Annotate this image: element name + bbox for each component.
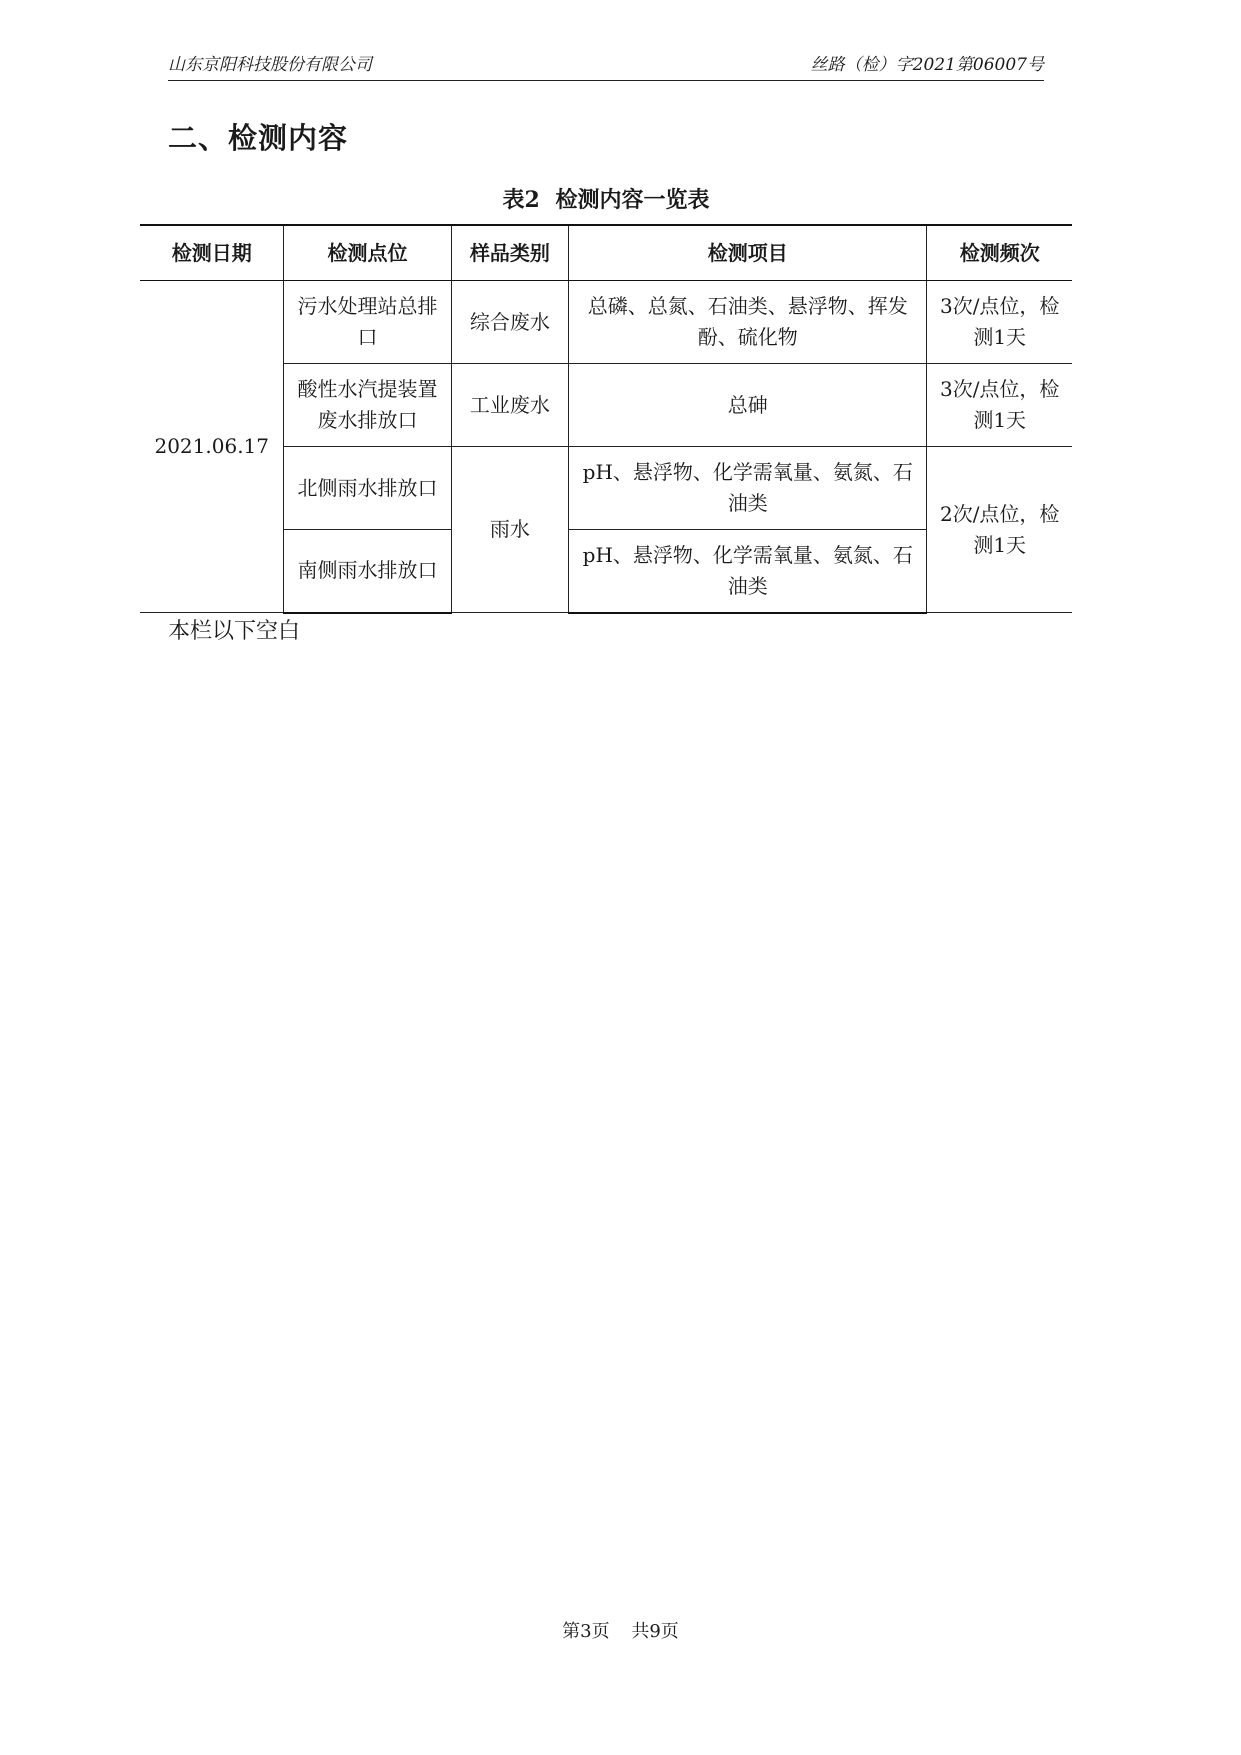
point-cell: 污水处理站总排口 — [284, 281, 451, 364]
items-cell: 总磷、总氮、石油类、悬浮物、挥发酚、硫化物 — [569, 281, 927, 364]
date-cell: 2021.06.17 — [140, 281, 284, 613]
document-number: 丝路（检）字2021第06007号 — [810, 55, 1044, 75]
frequency-cell: 3次/点位，检测1天 — [927, 281, 1072, 364]
section-title: 二、检测内容 — [168, 121, 349, 155]
page-number: 第3页 — [562, 1621, 610, 1642]
items-cell: 总砷 — [569, 364, 927, 447]
table-caption — [140, 183, 1072, 214]
column-header-category: 样品类别 — [451, 225, 569, 281]
page-total: 共9页 — [631, 1621, 679, 1642]
point-cell: 南侧雨水排放口 — [284, 530, 451, 613]
point-cell: 北侧雨水排放口 — [284, 447, 451, 530]
category-cell: 综合废水 — [451, 281, 569, 364]
column-header-point: 检测点位 — [284, 225, 451, 281]
column-header-items: 检测项目 — [569, 225, 927, 281]
company-name: 山东京阳科技股份有限公司 — [168, 55, 372, 75]
category-cell: 雨水 — [451, 447, 569, 613]
page-header — [168, 48, 1044, 81]
table-header-row — [140, 225, 1072, 281]
table-caption-label: 表2 — [502, 187, 540, 213]
point-cell: 酸性水汽提装置废水排放口 — [284, 364, 451, 447]
column-header-frequency: 检测频次 — [927, 225, 1072, 281]
frequency-cell: 2次/点位，检测1天 — [927, 447, 1072, 613]
table-row — [140, 281, 1072, 364]
inspection-content-table — [140, 224, 1072, 614]
category-cell: 工业废水 — [451, 364, 569, 447]
column-header-date: 检测日期 — [140, 225, 284, 281]
table-caption-title: 检测内容一览表 — [555, 187, 710, 213]
items-cell: pH、悬浮物、化学需氧量、氨氮、石油类 — [569, 447, 927, 530]
blank-below-note: 本栏以下空白 — [168, 619, 301, 644]
page-footer — [0, 1617, 1241, 1643]
items-cell: pH、悬浮物、化学需氧量、氨氮、石油类 — [569, 530, 927, 613]
frequency-cell: 3次/点位，检测1天 — [927, 364, 1072, 447]
